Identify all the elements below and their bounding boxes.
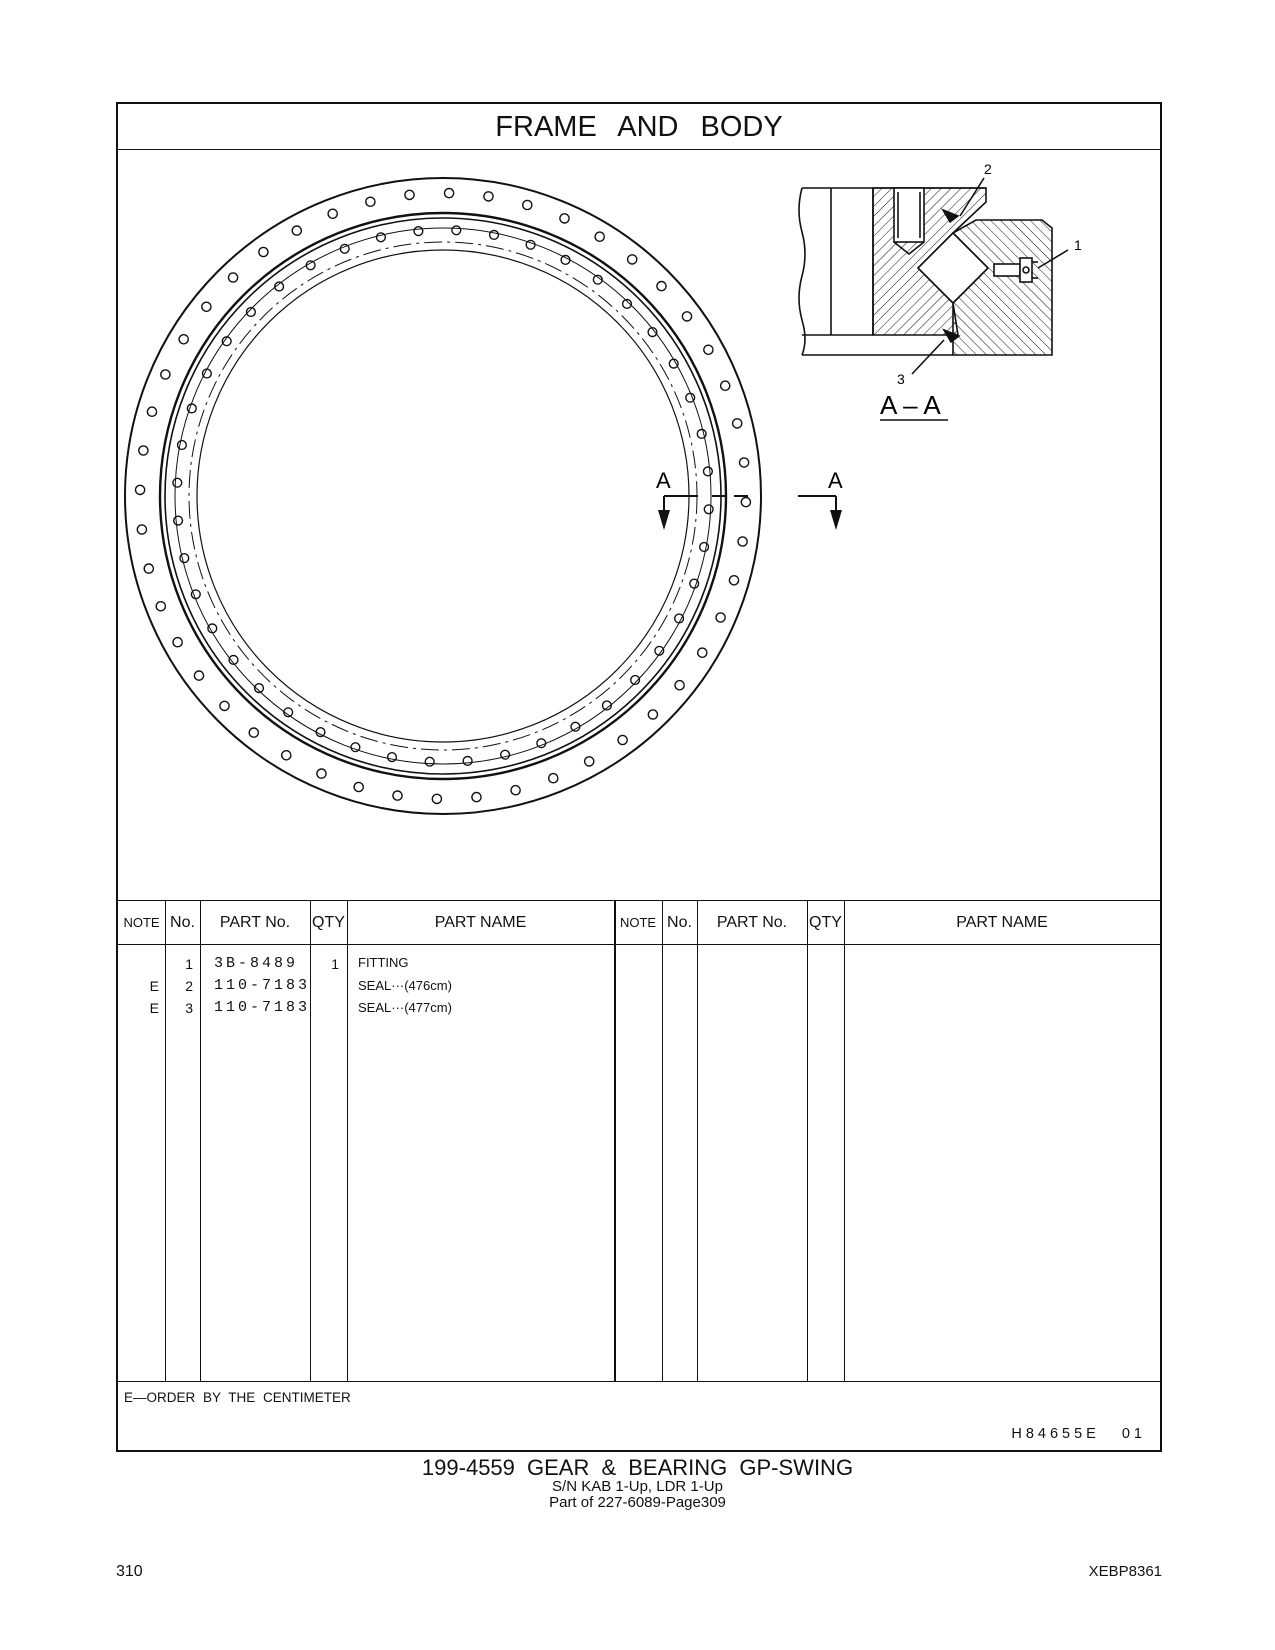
callout-3: 3 bbox=[897, 371, 905, 387]
bolt-hole bbox=[340, 244, 349, 253]
bolt-hole bbox=[740, 458, 749, 467]
row-number: 2 bbox=[185, 978, 193, 994]
bolt-hole bbox=[697, 430, 706, 439]
bolt-hole bbox=[618, 735, 627, 744]
group-caption: 199-4559 GEAR & BEARING GP-SWING bbox=[421, 1455, 854, 1480]
bolt-hole bbox=[161, 370, 170, 379]
bolt-hole bbox=[733, 419, 742, 428]
col-rule bbox=[807, 900, 808, 1381]
bolt-hole bbox=[472, 793, 481, 802]
bolt-hole bbox=[484, 192, 493, 201]
bolt-hole bbox=[173, 478, 182, 487]
row-number: 3 bbox=[185, 1000, 193, 1016]
bolt-hole bbox=[648, 710, 657, 719]
bolt-hole bbox=[721, 381, 730, 390]
page-title: FRAME AND BODY bbox=[118, 104, 1160, 150]
bolt-hole bbox=[549, 774, 558, 783]
bolt-hole bbox=[354, 782, 363, 791]
bolt-hole bbox=[377, 233, 386, 242]
bearing-illustration bbox=[118, 150, 1160, 900]
bolt-hole bbox=[328, 209, 337, 218]
bolt-hole bbox=[675, 614, 684, 623]
bolt-hole bbox=[704, 505, 713, 514]
parts-table-header bbox=[118, 900, 1160, 945]
document-id: XEBP8361 bbox=[1088, 1563, 1162, 1580]
bolt-hole bbox=[537, 739, 546, 748]
bolt-hole bbox=[445, 189, 454, 198]
bolt-hole bbox=[259, 247, 268, 256]
bolt-hole bbox=[716, 613, 725, 622]
row-part-name: FITTING bbox=[358, 955, 409, 970]
section-mark-right: A bbox=[828, 468, 843, 493]
bolt-hole bbox=[203, 369, 212, 378]
header-partno-right: PART No. bbox=[716, 914, 788, 931]
illustration-code: H84655E 01 bbox=[1011, 1426, 1146, 1442]
row-part-name: SEAL···(476cm) bbox=[358, 978, 452, 993]
bolt-hole bbox=[366, 197, 375, 206]
bolt-hole bbox=[292, 226, 301, 235]
bolt-hole bbox=[675, 681, 684, 690]
bolt-hole bbox=[136, 485, 145, 494]
bolt-hole bbox=[698, 648, 707, 657]
header-no-left: No. bbox=[170, 914, 195, 931]
col-rule bbox=[614, 900, 616, 1381]
bolt-hole bbox=[463, 757, 472, 766]
page-number: 310 bbox=[116, 1563, 143, 1580]
row-part-number: 3B-8489 bbox=[214, 955, 299, 972]
header-partname-left: PART NAME bbox=[434, 914, 527, 931]
bolt-hole bbox=[282, 751, 291, 760]
section-mark-left: A bbox=[656, 468, 671, 493]
footer-divider bbox=[118, 1381, 1160, 1382]
bolt-hole bbox=[388, 753, 397, 762]
bolt-hole bbox=[560, 214, 569, 223]
bolt-hole bbox=[657, 282, 666, 291]
row-part-number: 110-7183 bbox=[214, 977, 311, 994]
section-arrow-left bbox=[658, 510, 670, 530]
bolt-hole bbox=[174, 516, 183, 525]
bolt-hole bbox=[179, 335, 188, 344]
bolt-hole bbox=[700, 543, 709, 552]
col-rule bbox=[662, 900, 663, 1381]
bolt-hole bbox=[187, 404, 196, 413]
bolt-hole bbox=[628, 255, 637, 264]
callout-1: 1 bbox=[1074, 237, 1082, 253]
row-note: E bbox=[149, 1000, 159, 1016]
bolt-hole bbox=[220, 701, 229, 710]
bolt-hole bbox=[229, 273, 238, 282]
header-partname-right: PART NAME bbox=[956, 914, 1048, 931]
bolt-hole bbox=[686, 393, 695, 402]
callout-2: 2 bbox=[984, 161, 992, 177]
bolt-hole bbox=[452, 226, 461, 235]
bolt-hole bbox=[690, 579, 699, 588]
header-qty-left: QTY bbox=[312, 914, 345, 931]
row-number: 1 bbox=[185, 956, 193, 972]
bolt-hole bbox=[317, 769, 326, 778]
col-rule bbox=[844, 900, 845, 1381]
parent-caption: Part of 227-6089-Page309 bbox=[549, 1494, 726, 1511]
row-qty bbox=[310, 997, 339, 1019]
row-part-number: 110-7183 bbox=[214, 999, 311, 1016]
section-arrow-right bbox=[830, 510, 842, 530]
col-rule bbox=[697, 900, 698, 1381]
bolt-hole bbox=[501, 750, 510, 759]
bolt-hole bbox=[194, 671, 203, 680]
row-part-name: SEAL···(477cm) bbox=[358, 1000, 452, 1015]
row-qty bbox=[310, 975, 339, 997]
bolt-hole bbox=[137, 525, 146, 534]
bolt-hole bbox=[405, 190, 414, 199]
ring-outline bbox=[197, 250, 689, 742]
row-note: E bbox=[149, 978, 159, 994]
bolt-hole bbox=[704, 345, 713, 354]
bolt-hole bbox=[249, 728, 258, 737]
row-qty: 1 bbox=[331, 956, 339, 972]
header-note-left: NOTE bbox=[123, 915, 160, 930]
bolt-hole bbox=[585, 757, 594, 766]
col-rule bbox=[347, 900, 348, 1381]
bolt-hole bbox=[523, 200, 532, 209]
bolt-hole bbox=[351, 743, 360, 752]
bolt-hole bbox=[393, 791, 402, 800]
header-note-right: NOTE bbox=[619, 915, 657, 930]
ring-outline bbox=[165, 218, 721, 774]
bolt-hole bbox=[191, 590, 200, 599]
bolt-hole bbox=[144, 564, 153, 573]
bolt-hole bbox=[432, 794, 441, 803]
bolt-hole bbox=[202, 302, 211, 311]
section-label: A – A bbox=[880, 390, 941, 420]
bolt-hole bbox=[425, 757, 434, 766]
bolt-hole bbox=[738, 537, 747, 546]
bolt-hole bbox=[490, 231, 499, 240]
bolt-hole bbox=[729, 576, 738, 585]
bolt-hole bbox=[595, 232, 604, 241]
ring-outline bbox=[189, 242, 697, 750]
col-rule bbox=[200, 900, 201, 1381]
bolt-hole bbox=[147, 407, 156, 416]
bolt-hole bbox=[561, 256, 570, 265]
header-qty-right: QTY bbox=[809, 914, 842, 931]
ring-outline bbox=[175, 228, 711, 764]
header-partno-left: PART No. bbox=[219, 914, 291, 931]
bolt-hole bbox=[178, 441, 187, 450]
bolt-hole bbox=[156, 602, 165, 611]
bolt-hole bbox=[682, 312, 691, 321]
bolt-hole bbox=[511, 786, 520, 795]
parts-page-frame bbox=[116, 102, 1162, 1452]
bolt-hole bbox=[741, 498, 750, 507]
bolt-hole bbox=[139, 446, 148, 455]
bolt-hole bbox=[704, 467, 713, 476]
bolt-hole bbox=[414, 227, 423, 236]
bolt-hole bbox=[173, 638, 182, 647]
ring-outline bbox=[160, 213, 726, 779]
order-note: E—ORDER BY THE CENTIMETER bbox=[124, 1390, 351, 1405]
serial-caption: S/N KAB 1-Up, LDR 1-Up bbox=[552, 1478, 723, 1495]
section-view-a-a bbox=[799, 178, 1068, 374]
bolt-hole bbox=[316, 728, 325, 737]
bolt-hole bbox=[526, 240, 535, 249]
bolt-hole bbox=[180, 554, 189, 563]
row-note bbox=[118, 953, 159, 975]
header-no-right: No. bbox=[667, 914, 692, 931]
